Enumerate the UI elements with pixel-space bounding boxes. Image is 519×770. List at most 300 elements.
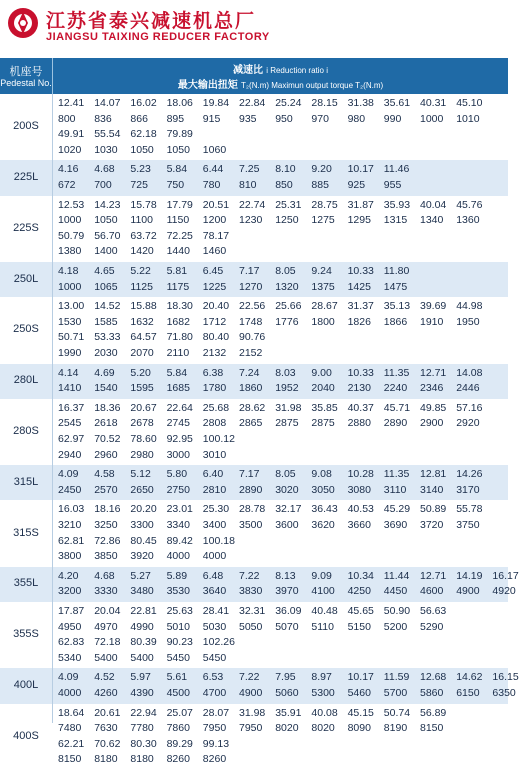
ratio-value: 36.43 xyxy=(311,503,338,516)
torque-value: 2940 xyxy=(58,448,82,461)
ratio-value: 20.61 xyxy=(94,706,121,719)
torque-value: 1826 xyxy=(347,315,371,328)
ratio-value: 14.52 xyxy=(94,300,121,313)
torque-value: 4500 xyxy=(166,686,190,699)
ratio-value: 28.15 xyxy=(311,97,338,109)
ratio-value: 5.27 xyxy=(130,569,151,582)
torque-value: 780 xyxy=(202,178,221,191)
ratio-value: 40.31 xyxy=(420,97,447,109)
ratio-value: 4.58 xyxy=(94,468,115,481)
table-row xyxy=(0,500,508,566)
ratio-value: 62.21 xyxy=(58,737,85,750)
torque-value: 1910 xyxy=(420,315,444,328)
ratio-value: 25.68 xyxy=(202,401,230,414)
ratio-value: 72.25 xyxy=(166,229,193,242)
torque-value: 1425 xyxy=(347,280,371,293)
torque-value: 8150 xyxy=(420,722,444,735)
torque-value: 2450 xyxy=(58,483,82,496)
torque-header-cn: 最大输出扭矩 xyxy=(177,80,238,91)
ratio-value: 20.04 xyxy=(94,605,121,617)
torque-value: 2346 xyxy=(420,382,444,395)
ratio-value: 4.09 xyxy=(58,671,79,684)
ratio-value: 25.31 xyxy=(275,198,302,211)
torque-value: 5860 xyxy=(420,686,444,699)
ratio-value: 31.98 xyxy=(275,401,302,414)
ratio-value: 35.61 xyxy=(383,97,411,109)
ratio-value: 50.89 xyxy=(420,503,447,516)
torque-value: 5150 xyxy=(347,620,371,633)
ratio-value: 62.18 xyxy=(130,128,157,141)
torque-value: 5300 xyxy=(311,686,335,699)
table-row xyxy=(0,399,508,465)
torque-value: 5400 xyxy=(130,651,154,664)
ratio-value: 64.57 xyxy=(130,331,157,344)
pedestal-number: 280S xyxy=(13,424,39,437)
ratio-value: 44.98 xyxy=(456,300,483,313)
ratio-value: 45.29 xyxy=(383,503,411,516)
ratio-value: 8.03 xyxy=(275,366,296,379)
torque-value: 866 xyxy=(130,112,148,125)
torque-value: 4970 xyxy=(94,620,118,633)
torque-value: 5700 xyxy=(383,686,408,699)
torque-value: 3850 xyxy=(94,550,118,563)
torque-value: 7950 xyxy=(202,722,227,735)
ratio-value: 6.44 xyxy=(202,163,224,176)
torque-value: 3300 xyxy=(130,518,154,531)
torque-value: 915 xyxy=(202,112,221,125)
torque-value: 3920 xyxy=(130,550,154,563)
torque-value: 8260 xyxy=(166,753,190,766)
torque-value: 4390 xyxy=(130,686,154,699)
factory-logo-icon xyxy=(6,6,40,40)
pedestal-number: 200S xyxy=(13,120,39,133)
ratio-value: 22.84 xyxy=(239,97,266,109)
torque-value: 3970 xyxy=(275,585,299,598)
ratio-value: 28.78 xyxy=(239,503,266,516)
torque-value: 1712 xyxy=(202,315,227,328)
ratio-value: 92.95 xyxy=(166,432,193,445)
ratio-value: 18.64 xyxy=(58,706,85,719)
ratio-header xyxy=(53,61,508,76)
ratio-value: 4.16 xyxy=(58,163,79,176)
table-header xyxy=(0,58,508,94)
torque-value: 1952 xyxy=(275,382,299,395)
torque-value: 1410 xyxy=(58,382,82,395)
pedestal-header-en: Pedestal No. xyxy=(0,78,52,88)
torque-value: 5340 xyxy=(58,651,82,664)
ratio-value: 12.81 xyxy=(420,468,447,481)
ratio-value: 14.19 xyxy=(456,569,483,582)
ratio-value: 78.17 xyxy=(202,229,230,242)
ratio-value: 40.37 xyxy=(347,401,374,414)
ratio-value: 28.62 xyxy=(239,401,266,414)
torque-value: 4700 xyxy=(202,686,227,699)
torque-value: 4250 xyxy=(347,585,371,598)
torque-value: 3530 xyxy=(166,585,190,598)
torque-value: 7950 xyxy=(239,722,263,735)
torque-value: 3660 xyxy=(347,518,371,531)
ratio-value: 31.37 xyxy=(347,300,374,313)
ratio-value: 80.30 xyxy=(130,737,157,750)
torque-value: 2745 xyxy=(166,417,190,430)
ratio-value: 28.07 xyxy=(202,706,230,719)
torque-value: 1748 xyxy=(239,315,263,328)
ratio-value: 55.78 xyxy=(456,503,483,516)
torque-value: 925 xyxy=(347,178,366,191)
torque-value: 3140 xyxy=(420,483,444,496)
ratio-torque-header xyxy=(53,58,508,94)
ratio-value: 62.81 xyxy=(58,534,85,547)
ratio-value: 40.08 xyxy=(311,706,338,719)
ratio-value: 22.81 xyxy=(130,605,157,617)
torque-value: 1230 xyxy=(239,214,263,227)
torque-value: 1475 xyxy=(383,280,408,293)
ratio-value: 11.44 xyxy=(383,569,410,582)
ratio-value: 15.88 xyxy=(130,300,157,313)
torque-value: 8020 xyxy=(311,722,335,735)
torque-value: 2132 xyxy=(202,346,227,359)
ratio-value: 40.53 xyxy=(347,503,374,516)
torque-value: 1060 xyxy=(202,143,227,156)
ratio-value: 5.97 xyxy=(130,671,151,684)
ratio-value: 28.75 xyxy=(311,198,338,211)
ratio-value: 20.40 xyxy=(202,300,230,313)
torque-value: 1860 xyxy=(239,382,263,395)
ratio-value: 25.30 xyxy=(202,503,230,516)
torque-value: 2890 xyxy=(383,417,408,430)
ratio-value: 9.00 xyxy=(311,366,332,379)
torque-header-en: T₂(N.m) Maximun output torque T₂(N.m) xyxy=(241,81,384,90)
ratio-value: 32.31 xyxy=(239,605,266,617)
torque-value: 5460 xyxy=(347,686,371,699)
ratio-value: 10.33 xyxy=(347,366,374,379)
ratio-value: 14.08 xyxy=(456,366,483,379)
torque-value: 8180 xyxy=(94,753,118,766)
torque-value: 1000 xyxy=(58,280,82,293)
torque-value: 1380 xyxy=(58,245,82,258)
pedestal-number: 280L xyxy=(13,374,39,387)
torque-value: 8260 xyxy=(202,753,227,766)
torque-value: 1275 xyxy=(311,214,335,227)
torque-value: 5450 xyxy=(166,651,190,664)
torque-value: 980 xyxy=(347,112,366,125)
torque-value: 1780 xyxy=(202,382,227,395)
torque-value: 2678 xyxy=(130,417,154,430)
ratio-value: 50.90 xyxy=(383,605,411,617)
ratio-value: 25.66 xyxy=(275,300,302,313)
torque-value: 2865 xyxy=(239,417,263,430)
torque-value: 2875 xyxy=(311,417,335,430)
torque-value: 1540 xyxy=(94,382,118,395)
ratio-value: 23.01 xyxy=(166,503,193,516)
torque-value: 3500 xyxy=(239,518,263,531)
table-row xyxy=(0,465,508,500)
torque-value: 8090 xyxy=(347,722,371,735)
ratio-value: 35.85 xyxy=(311,401,338,414)
ratio-value: 70.62 xyxy=(94,737,121,750)
ratio-value: 8.97 xyxy=(311,671,332,684)
torque-value: 3110 xyxy=(383,483,407,496)
torque-value: 2545 xyxy=(58,417,82,430)
torque-value: 4990 xyxy=(130,620,154,633)
ratio-value: 28.41 xyxy=(202,605,230,617)
torque-value: 8020 xyxy=(275,722,299,735)
table-row xyxy=(0,602,508,668)
ratio-value: 12.53 xyxy=(58,198,85,211)
ratio-value: 11.46 xyxy=(383,163,410,176)
torque-value: 4900 xyxy=(456,585,480,598)
ratio-value: 16.02 xyxy=(130,97,157,109)
ratio-value: 5.89 xyxy=(166,569,188,582)
ratio-value: 35.13 xyxy=(383,300,411,313)
torque-header xyxy=(53,76,508,91)
torque-value: 1360 xyxy=(456,214,480,227)
torque-value: 850 xyxy=(275,178,293,191)
ratio-value: 53.33 xyxy=(94,331,121,344)
ratio-value: 49.85 xyxy=(420,401,447,414)
torque-value: 3200 xyxy=(58,585,82,598)
torque-value: 1315 xyxy=(383,214,408,227)
ratio-value: 4.68 xyxy=(94,569,115,582)
ratio-value: 20.51 xyxy=(202,198,230,211)
ratio-value: 72.86 xyxy=(94,534,121,547)
torque-value: 4100 xyxy=(311,585,335,598)
torque-value: 2880 xyxy=(347,417,371,430)
torque-value: 895 xyxy=(166,112,185,125)
torque-value: 4000 xyxy=(202,550,227,563)
torque-value: 3750 xyxy=(456,518,480,531)
ratio-value: 62.97 xyxy=(58,432,85,445)
torque-value: 3690 xyxy=(383,518,408,531)
torque-value: 935 xyxy=(239,112,257,125)
ratio-value: 17.87 xyxy=(58,605,85,617)
ratio-value: 11.59 xyxy=(383,671,410,684)
torque-value: 1295 xyxy=(347,214,371,227)
ratio-value: 4.52 xyxy=(94,671,115,684)
torque-value: 700 xyxy=(94,178,112,191)
torque-value: 1000 xyxy=(58,214,82,227)
ratio-value: 28.67 xyxy=(311,300,338,313)
ratio-value: 18.06 xyxy=(166,97,193,109)
torque-value: 1175 xyxy=(166,280,190,293)
ratio-value: 15.78 xyxy=(130,198,157,211)
ratio-value: 8.05 xyxy=(275,265,296,277)
torque-value: 3600 xyxy=(275,518,299,531)
table-row xyxy=(0,94,508,160)
ratio-value: 7.25 xyxy=(239,163,260,176)
ratio-value: 25.07 xyxy=(166,706,193,719)
torque-value: 3170 xyxy=(456,483,480,496)
pedestal-number: 315S xyxy=(13,526,39,539)
company-name-en: JIANGSU TAIXING REDUCER FACTORY xyxy=(46,31,270,43)
ratio-value: 32.17 xyxy=(275,503,302,516)
ratio-value: 5.81 xyxy=(166,265,188,277)
ratio-value: 8.05 xyxy=(275,468,296,481)
torque-value: 3020 xyxy=(275,483,299,496)
torque-value: 750 xyxy=(166,178,185,191)
ratio-value: 7.17 xyxy=(239,265,260,277)
ratio-value: 102.26 xyxy=(202,636,235,649)
ratio-value: 80.39 xyxy=(130,636,157,649)
pedestal-number: 355L xyxy=(13,577,39,590)
torque-value: 3330 xyxy=(94,585,118,598)
torque-value: 2810 xyxy=(202,483,227,496)
torque-value: 3000 xyxy=(166,448,190,461)
torque-value: 7860 xyxy=(166,722,190,735)
ratio-value: 40.48 xyxy=(311,605,338,617)
torque-value: 1460 xyxy=(202,245,227,258)
torque-value: 2130 xyxy=(347,382,371,395)
ratio-value: 6.48 xyxy=(202,569,224,582)
ratio-value: 70.52 xyxy=(94,432,121,445)
torque-value: 800 xyxy=(58,112,76,125)
torque-value: 1030 xyxy=(94,143,118,156)
ratio-value: 45.65 xyxy=(347,605,374,617)
torque-value: 8150 xyxy=(58,753,82,766)
ratio-value: 12.68 xyxy=(420,671,447,684)
table-row xyxy=(0,196,508,262)
torque-value: 810 xyxy=(239,178,257,191)
ratio-value: 25.63 xyxy=(166,605,193,617)
ratio-value: 5.84 xyxy=(166,366,188,379)
torque-value: 2110 xyxy=(166,346,190,359)
torque-value: 1776 xyxy=(275,315,299,328)
ratio-value: 7.24 xyxy=(239,366,260,379)
ratio-value: 9.20 xyxy=(311,163,332,176)
torque-value: 885 xyxy=(311,178,329,191)
torque-value: 1400 xyxy=(94,245,118,258)
ratio-value: 62.83 xyxy=(58,636,85,649)
torque-value: 1530 xyxy=(58,315,82,328)
ratio-value: 55.54 xyxy=(94,128,121,141)
ratio-value: 31.87 xyxy=(347,198,374,211)
torque-value: 1375 xyxy=(311,280,335,293)
torque-value: 5290 xyxy=(420,620,444,633)
ratio-value: 22.64 xyxy=(166,401,193,414)
factory-header xyxy=(0,0,508,58)
torque-value: 990 xyxy=(383,112,402,125)
torque-value: 725 xyxy=(130,178,148,191)
ratio-value: 12.41 xyxy=(58,97,85,109)
ratio-value: 71.80 xyxy=(166,331,193,344)
torque-value: 4600 xyxy=(420,585,444,598)
ratio-value: 4.65 xyxy=(94,265,115,277)
ratio-value: 50.79 xyxy=(58,229,85,242)
ratio-value: 40.04 xyxy=(420,198,447,211)
ratio-value: 22.56 xyxy=(239,300,266,313)
torque-value: 4000 xyxy=(166,550,190,563)
ratio-value: 6.38 xyxy=(202,366,224,379)
torque-value: 4260 xyxy=(94,686,118,699)
table-row xyxy=(0,364,508,399)
ratio-value: 18.36 xyxy=(94,401,121,414)
torque-value: 1270 xyxy=(239,280,263,293)
torque-value: 1990 xyxy=(58,346,82,359)
ratio-value: 4.18 xyxy=(58,265,79,277)
torque-value: 5050 xyxy=(239,620,263,633)
torque-value: 3640 xyxy=(202,585,227,598)
ratio-value: 56.63 xyxy=(420,605,447,617)
torque-value: 1125 xyxy=(130,280,153,293)
ratio-value: 5.80 xyxy=(166,468,188,481)
torque-value: 1595 xyxy=(130,382,154,395)
ratio-value: 45.10 xyxy=(456,97,483,109)
torque-value: 4920 xyxy=(492,585,516,598)
ratio-value: 16.15 xyxy=(492,671,519,684)
ratio-value: 45.71 xyxy=(383,401,411,414)
ratio-value: 11.35 xyxy=(383,366,410,379)
ratio-value: 5.12 xyxy=(130,468,151,481)
torque-value: 2900 xyxy=(420,417,444,430)
pedestal-number: 225S xyxy=(13,221,39,234)
torque-value: 1632 xyxy=(130,315,154,328)
torque-value: 3620 xyxy=(311,518,335,531)
ratio-value: 10.33 xyxy=(347,265,374,277)
ratio-value: 100.12 xyxy=(202,432,235,445)
pedestal-header-cn: 机座号 xyxy=(9,65,43,78)
ratio-value: 5.22 xyxy=(130,265,151,277)
torque-value: 2040 xyxy=(311,382,335,395)
torque-value: 1340 xyxy=(420,214,444,227)
ratio-value: 4.68 xyxy=(94,163,115,176)
column-divider xyxy=(52,94,53,723)
ratio-value: 18.16 xyxy=(94,503,121,516)
torque-value: 2030 xyxy=(94,346,118,359)
torque-value: 2240 xyxy=(383,382,408,395)
ratio-value: 14.26 xyxy=(456,468,483,481)
torque-value: 5070 xyxy=(275,620,299,633)
ratio-value: 16.37 xyxy=(58,401,85,414)
ratio-value: 4.69 xyxy=(94,366,115,379)
ratio-value: 4.09 xyxy=(58,468,79,481)
torque-value: 1800 xyxy=(311,315,335,328)
ratio-value: 7.22 xyxy=(239,671,260,684)
torque-value: 1200 xyxy=(202,214,227,227)
torque-value: 1050 xyxy=(130,143,154,156)
ratio-value: 18.30 xyxy=(166,300,193,313)
reduction-ratio-table xyxy=(0,94,519,766)
ratio-value: 5.61 xyxy=(166,671,188,684)
ratio-value: 12.71 xyxy=(420,569,447,582)
company-name-cn: 江苏省泰兴减速机总厂 xyxy=(46,10,257,32)
ratio-value: 4.14 xyxy=(58,366,79,379)
torque-value: 1685 xyxy=(166,382,190,395)
ratio-value: 39.69 xyxy=(420,300,447,313)
ratio-value: 9.24 xyxy=(311,265,332,277)
torque-value: 3010 xyxy=(202,448,227,461)
ratio-value: 35.93 xyxy=(383,198,411,211)
ratio-value: 22.94 xyxy=(130,706,157,719)
torque-value: 6150 xyxy=(456,686,480,699)
table-row xyxy=(0,567,519,602)
torque-value: 3480 xyxy=(130,585,154,598)
torque-value: 1050 xyxy=(166,143,190,156)
torque-value: 1440 xyxy=(166,245,190,258)
torque-value: 5030 xyxy=(202,620,227,633)
torque-value: 1866 xyxy=(383,315,408,328)
ratio-value: 4.20 xyxy=(58,569,79,582)
pedestal-number: 400L xyxy=(13,678,39,691)
ratio-value: 7.17 xyxy=(239,468,260,481)
torque-value: 970 xyxy=(311,112,329,125)
table-row xyxy=(0,704,508,770)
ratio-value: 17.79 xyxy=(166,198,193,211)
ratio-value: 79.89 xyxy=(166,128,193,141)
ratio-value: 57.16 xyxy=(456,401,483,414)
ratio-value: 5.20 xyxy=(130,366,151,379)
ratio-value: 31.38 xyxy=(347,97,374,109)
torque-value: 1100 xyxy=(130,214,153,227)
